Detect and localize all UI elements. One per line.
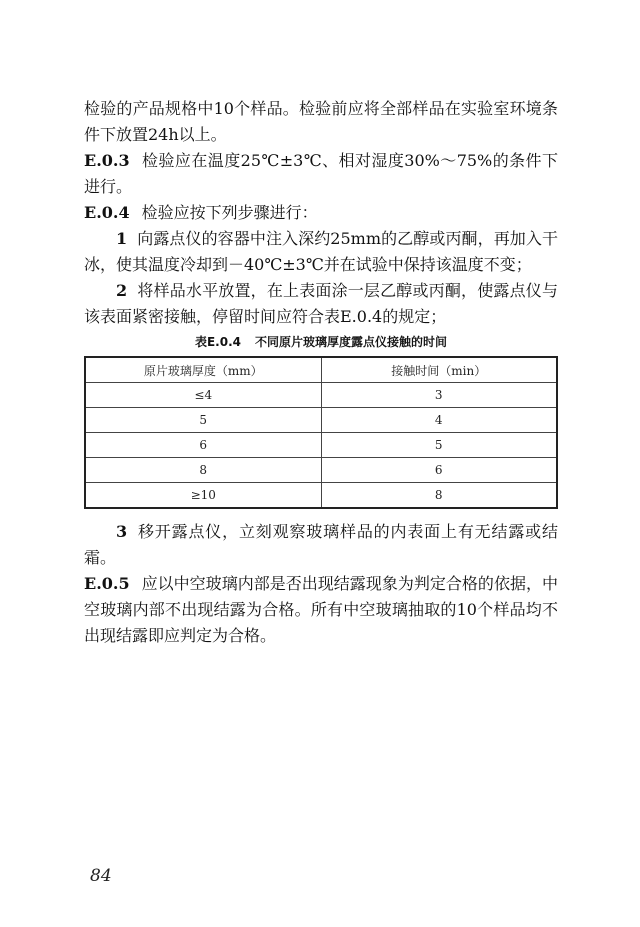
thickness-cell: ≥10 (85, 483, 321, 509)
step-number: 1 (116, 229, 128, 248)
thickness-cell: 6 (85, 433, 321, 458)
clause-e03 (84, 148, 558, 200)
clause-text: 应以中空玻璃内部是否出现结露现象为判定合格的依据，中空玻璃内部不出现结露为合格。所有中空玻璃抽取的10个样品均不出现结露即应判定为合格。 (84, 574, 558, 645)
clause-e05 (84, 571, 558, 649)
clause-text: 检验应按下列步骤进行： (141, 203, 318, 222)
time-cell: 4 (321, 408, 557, 433)
step-text: 向露点仪的容器中注入深约25mm的乙醇或丙酮，再加入干冰，使其温度冷却到－40℃±3℃并在试验中保持该温度不变； (84, 229, 558, 274)
clause-text: 检验应在温度25℃±3℃、相对湿度30%～75%的条件下进行。 (84, 151, 558, 196)
table-row (85, 383, 557, 408)
table-caption-title: 不同原片玻璃厚度露点仪接触的时间 (255, 335, 448, 349)
paragraph-continuation: 检验的产品规格中10个样品。检验前应将全部样品在实验室环境条件下放置24h以上。 (84, 99, 558, 144)
clause-label: E.0.5 (84, 574, 130, 593)
table-header-row (85, 357, 557, 383)
page-number: 84 (90, 866, 112, 886)
table-row (85, 408, 557, 433)
document-page (84, 96, 558, 649)
column-header-contact-time: 接触时间（min） (321, 357, 557, 383)
column-header-thickness: 原片玻璃厚度（mm） (85, 357, 321, 383)
thickness-cell: ≤4 (85, 383, 321, 408)
table-row (85, 483, 557, 509)
step-3 (84, 519, 558, 571)
step-1 (84, 226, 558, 278)
table-row (85, 433, 557, 458)
step-text: 将样品水平放置，在上表面涂一层乙醇或丙酮，使露点仪与该表面紧密接触，停留时间应符合表E.0.4的规定； (84, 281, 558, 326)
step-2 (84, 278, 558, 330)
step-text: 移开露点仪，立刻观察玻璃样品的内表面上有无结露或结霜。 (84, 522, 558, 567)
contact-time-table (84, 356, 558, 509)
clause-label: E.0.4 (84, 203, 130, 222)
time-cell: 5 (321, 433, 557, 458)
thickness-cell: 5 (85, 408, 321, 433)
thickness-cell: 8 (85, 458, 321, 483)
time-cell: 8 (321, 483, 557, 509)
time-cell: 6 (321, 458, 557, 483)
step-number: 3 (116, 522, 128, 541)
table-caption-label: 表E.0.4 (194, 335, 241, 349)
clause-label: E.0.3 (84, 151, 130, 170)
table-caption (84, 334, 558, 350)
time-cell: 3 (321, 383, 557, 408)
table-row (85, 458, 557, 483)
step-number: 2 (116, 281, 128, 300)
clause-e04 (84, 200, 558, 226)
